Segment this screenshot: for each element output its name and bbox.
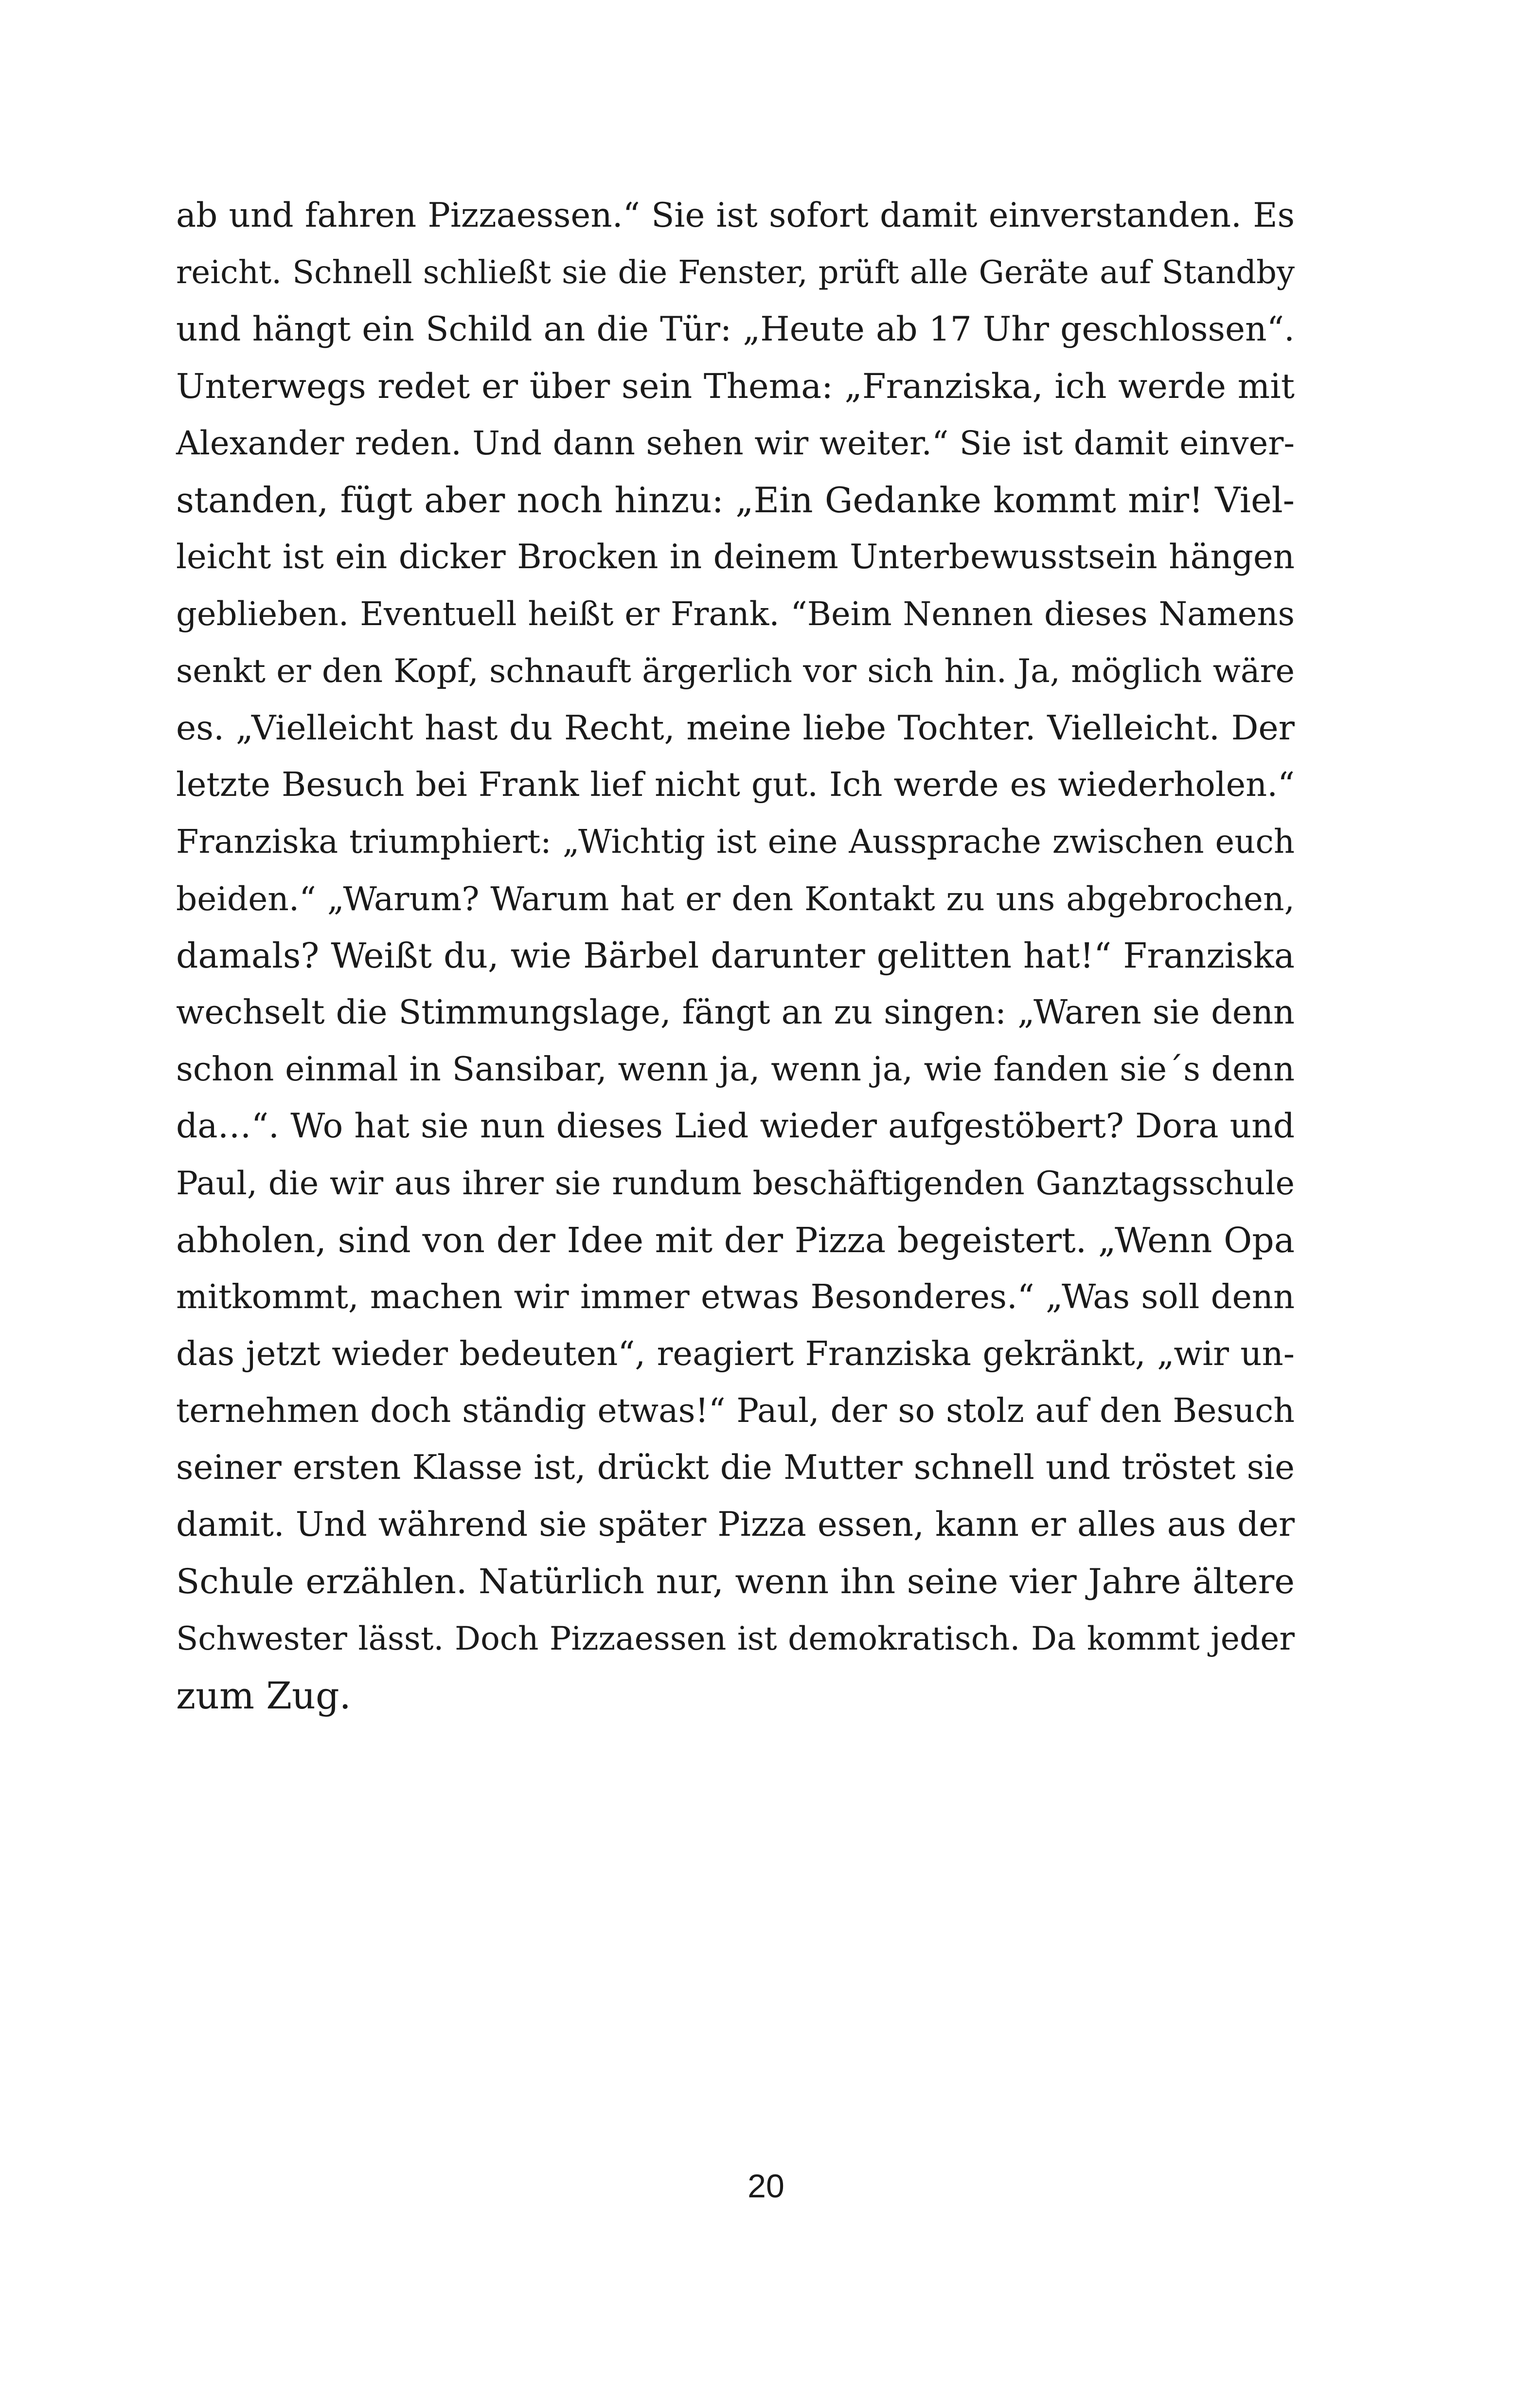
text-line: Paul, die wir aus ihrer sie rundum beschäftigenden Ganztagsschule [176,1164,1295,1202]
text-line: Schwester lässt. Doch Pizzaessen ist demokratisch. Da kommt jeder [176,1620,1295,1657]
text-line: beiden.“ „Warum? Warum hat er den Kontakt zu uns abgebrochen, [176,880,1295,918]
text-line: geblieben. Eventuell heißt er Frank. “Beim Nennen dieses Namens [176,595,1295,633]
text-line: abholen, sind von der Idee mit der Pizza begeistert. „Wenn Opa [176,1220,1295,1260]
text-line: seiner ersten Klasse ist, drückt die Mutter schnell und tröstet sie [176,1448,1295,1487]
page-number: 20 [748,2168,784,2205]
text-line: damit. Und während sie später Pizza essen, kann er alles aus der [176,1505,1295,1544]
text-line: leicht ist ein dicker Brocken in deinem Unterbewusstsein hängen [176,538,1295,576]
text-line: schon einmal in Sansibar, wenn ja, wenn ja, wie fanden sie´s denn [176,1050,1295,1089]
text-line: zum Zug. [176,1674,351,1717]
text-line: standen, fügt aber noch hinzu: „Ein Gedanke kommt mir! Viel- [176,480,1295,521]
text-line: das jetzt wieder bedeuten“, reagiert Franziska gekränkt, „wir un- [176,1334,1295,1373]
text-line: letzte Besuch bei Frank lief nicht gut. Ich werde es wiederholen.“ [176,765,1295,804]
text-line: es. „Vielleicht hast du Recht, meine liebe Tochter. Vielleicht. Der [176,708,1295,748]
text-line: Alexander reden. Und dann sehen wir weiter.“ Sie ist damit einver- [176,424,1295,462]
text-line: wechselt die Stimmungslage, fängt an zu singen: „Waren sie denn [176,993,1295,1032]
text-line: mitkommt, machen wir immer etwas Besonderes.“ „Was soll denn [176,1278,1295,1316]
text-line: senkt er den Kopf, schnauft ärgerlich vor sich hin. Ja, möglich wäre [176,652,1295,690]
text-line: reicht. Schnell schließt sie die Fenster, prüft alle Geräte auf Standby [176,254,1295,291]
text-line: damals? Weißt du, wie Bärbel darunter gelitten hat!“ Franziska [176,935,1295,976]
text-line: Schule erzählen. Natürlich nur, wenn ihn seine vier Jahre ältere [176,1562,1295,1601]
text-line: da…“. Wo hat sie nun dieses Lied wieder aufgestöbert? Dora und [176,1107,1295,1146]
text-line: ab und fahren Pizzaessen.“ Sie ist sofort damit einverstanden. Es [176,196,1295,235]
text-line: ternehmen doch ständig etwas!“ Paul, der so stolz auf den Besuch [176,1392,1295,1430]
text-line: Unterwegs redet er über sein Thema: „Franziska, ich werde mit [176,366,1295,406]
body-paragraph [176,187,1295,1724]
text-line: und hängt ein Schild an die Tür: „Heute ab 17 Uhr geschlossen“. [176,310,1295,349]
text-line: Franziska triumphiert: „Wichtig ist eine Aussprache zwischen euch [176,823,1295,861]
